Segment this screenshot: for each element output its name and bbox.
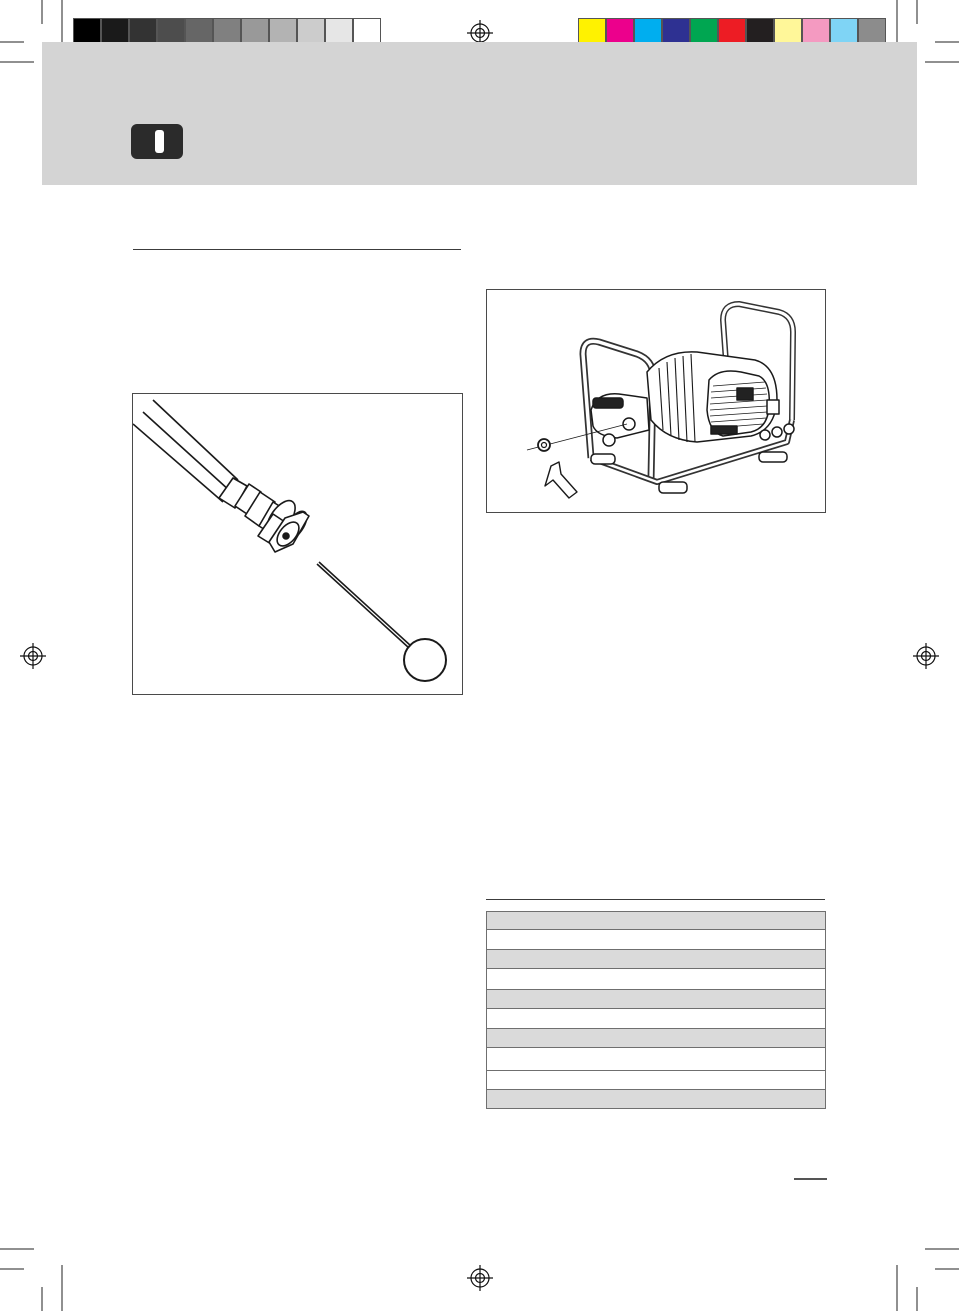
table-row bbox=[486, 1048, 826, 1071]
registration-mark-bottom bbox=[467, 1265, 493, 1291]
troubleshooting-table bbox=[486, 911, 826, 1109]
language-tab-icon bbox=[131, 124, 183, 159]
header-band bbox=[42, 42, 917, 185]
table-row bbox=[486, 990, 826, 1009]
registration-mark-left bbox=[20, 643, 46, 669]
table-row bbox=[486, 930, 826, 950]
nozzle-cleaning-needle-illustration bbox=[133, 394, 461, 693]
table-row bbox=[486, 1009, 826, 1029]
table-heading-rule bbox=[486, 899, 825, 900]
table-row bbox=[486, 950, 826, 969]
section-heading-rule bbox=[133, 249, 461, 250]
page-number-rule bbox=[794, 1178, 827, 1180]
pressure-washer-inlet-filter-illustration bbox=[487, 290, 824, 511]
table-row bbox=[486, 1029, 826, 1048]
table-row bbox=[486, 969, 826, 990]
table-row bbox=[486, 911, 826, 930]
pressure-washer-figure bbox=[486, 289, 826, 513]
registration-mark-right bbox=[913, 643, 939, 669]
table-row bbox=[486, 1071, 826, 1090]
nozzle-cleaning-figure bbox=[132, 393, 463, 695]
table-row bbox=[486, 1090, 826, 1109]
